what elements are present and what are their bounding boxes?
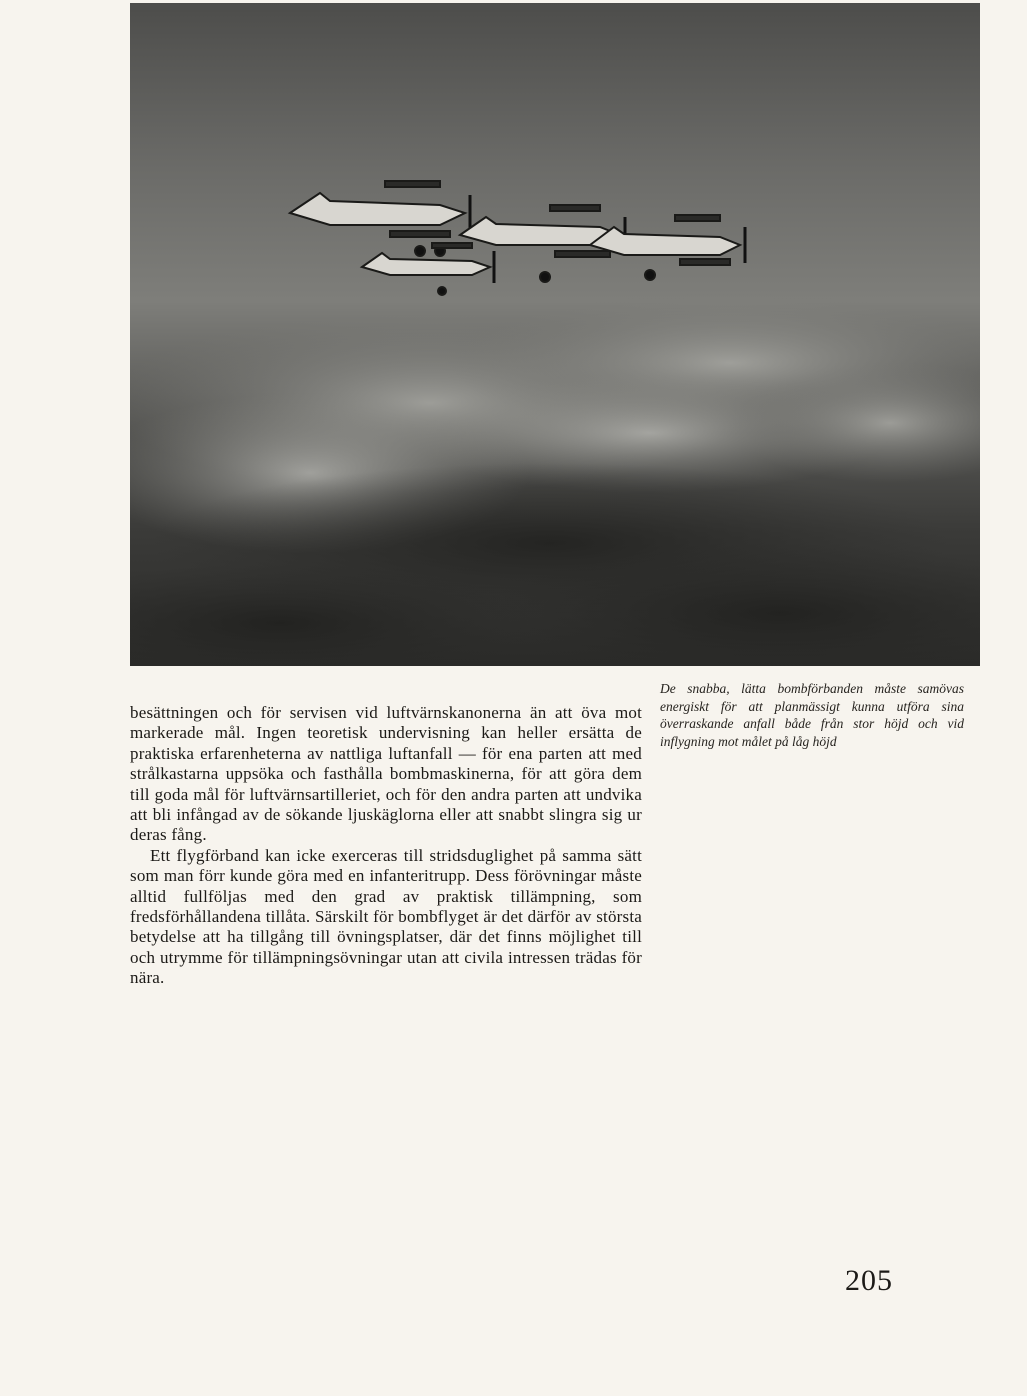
paragraph: Ett flygförband kan icke exerceras till stridsduglighet på samma sätt som man förr kunde göra med en infanteritrupp. Dess förövningar måste alltid fullföljas med den grad av praktisk tillämpning, som fredsförhållandena tillåta. Särskilt för bombflyget är det därför av största betydelse att ha tillgång till övningsplatser, där det finns möjlighet till och utrymme för tillämpningsövningar utan att civila intressen trädas för nära. [130, 845, 642, 988]
aircraft-formation-photo [130, 3, 980, 666]
paragraph: besättningen och för servisen vid luftvärnskanonerna än att öva mot markerade mål. Ingen teoretisk undervisning kan heller ersätta de praktiska erfarenheterna av nattliga luftanfall — för ena parten att med strålkastarna uppsöka och fasthålla bombmaskinerna, för att göra dem till goda mål för luftvärnsartilleriet, och för den andra parten att undvika att bli infångad av de sökande ljuskäglorna eller att snabbt slingra sig ur deras fång. [130, 703, 642, 845]
article-body [130, 703, 642, 989]
page-number: 205 [845, 1264, 893, 1297]
photo-caption: De snabba, lätta bombförbanden måste samövas energiskt för att planmässigt kunna utföra sina överraskande anfall både från stor höjd och vid inflygning mot målet på låg höjd [660, 681, 964, 749]
